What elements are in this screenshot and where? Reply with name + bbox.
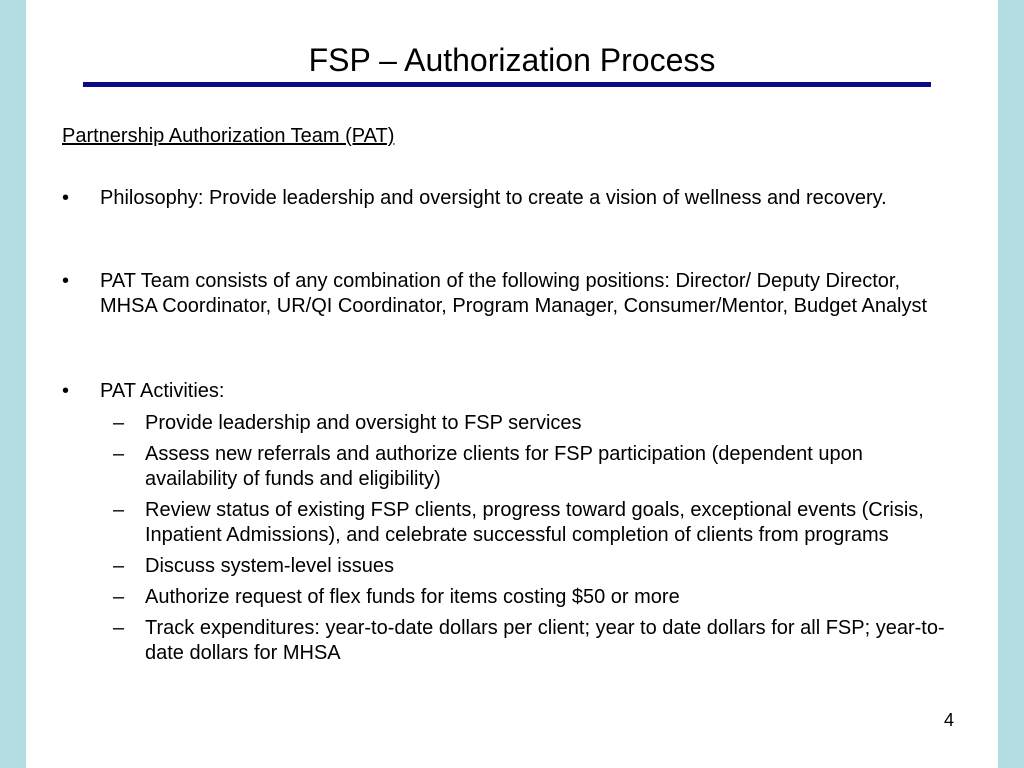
dash-marker: –: [113, 586, 125, 608]
list-item-text: Authorize request of flex funds for items costing $50 or more: [145, 586, 680, 608]
pat-activities-list: [113, 411, 953, 672]
left-side-bar: [0, 0, 26, 768]
bullet-text: PAT Activities:: [100, 380, 225, 402]
right-side-bar: [998, 0, 1024, 768]
dash-marker: –: [113, 443, 125, 465]
bullet-text: PAT Team consists of any combination of the following positions: Director/ Deputy Director, MHSA Coordinator, UR/QI Coordinator, Program Manager, Consumer/Mentor, Budget Analyst: [100, 270, 928, 317]
bullet-marker: •: [62, 187, 70, 209]
bullet-marker: •: [62, 270, 70, 292]
dash-marker: –: [113, 412, 125, 434]
list-item: [113, 442, 953, 492]
page-number: 4: [944, 710, 955, 730]
list-item-text: Assess new referrals and authorize clients for FSP participation (dependent upon availability of funds and eligibility): [145, 443, 863, 490]
list-item: [113, 498, 953, 548]
bullet-text: Philosophy: Provide leadership and oversight to create a vision of wellness and recovery.: [100, 187, 887, 209]
title-underline-rule: [83, 82, 931, 87]
list-item-text: Discuss system-level issues: [145, 555, 394, 577]
list-item: [113, 554, 953, 579]
list-item: [113, 411, 953, 436]
section-heading: Partnership Authorization Team (PAT): [62, 125, 395, 147]
bullet-pat-team: [62, 269, 962, 319]
list-item: [113, 585, 953, 610]
dash-marker: –: [113, 617, 125, 639]
slide-title: FSP – Authorization Process: [308, 42, 716, 78]
list-item: [113, 616, 953, 666]
list-item-text: Review status of existing FSP clients, progress toward goals, exceptional events (Crisis, Inpatient Admissions), and celebrate successful completion of clients from programs: [145, 499, 924, 546]
bullet-philosophy: [62, 186, 962, 211]
list-item-text: Track expenditures: year-to-date dollars per client; year to date dollars for all FSP; year-to-date dollars for MHSA: [145, 617, 945, 664]
bullet-pat-activities: [62, 379, 962, 404]
dash-marker: –: [113, 555, 125, 577]
bullet-marker: •: [62, 380, 70, 402]
list-item-text: Provide leadership and oversight to FSP services: [145, 412, 582, 434]
dash-marker: –: [113, 499, 125, 521]
